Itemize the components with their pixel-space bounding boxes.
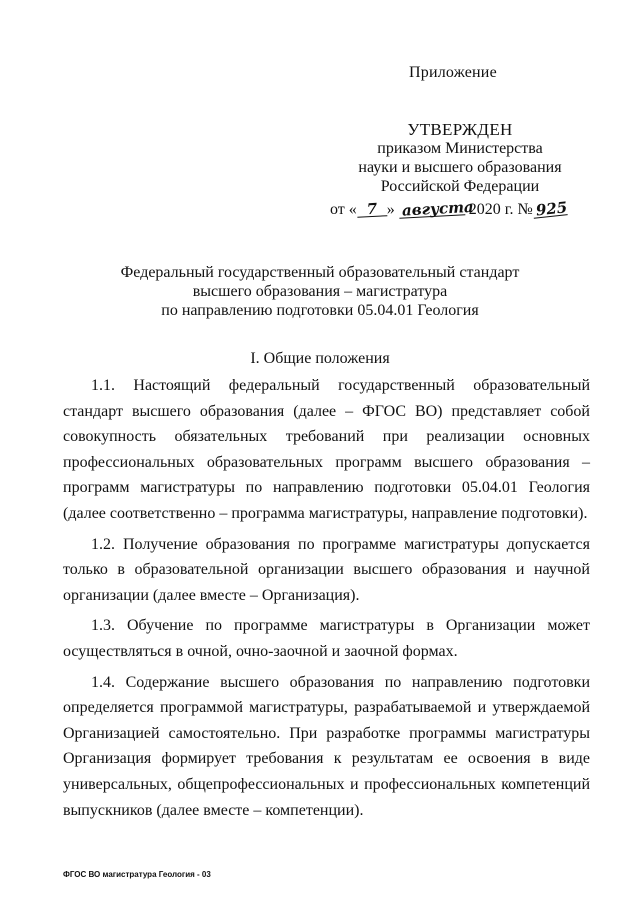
date-mid: » bbox=[386, 201, 395, 218]
paragraph-1-4: 1.4. Содержание высшего образования по направлению подготовки определяется программой магистратуры, разрабатываемой и утверждаемой Организацией самостоятельно. При разработке программы магистратуры Организация формирует требования к результатам ее освоения в виде универсальных, общепрофессиональных и профессиональных компетенций выпускников (далее вместе – компетенции). bbox=[63, 673, 590, 819]
title-line: Федеральный государственный образовательный стандарт bbox=[120, 264, 520, 281]
title-line: высшего образования – магистратура bbox=[192, 283, 448, 300]
handwritten-order-number: 925 bbox=[532, 200, 567, 218]
approval-line: науки и высшего образования bbox=[358, 159, 562, 176]
approved-heading: УТВЕРЖДЕН bbox=[407, 120, 513, 139]
page-footer: ФГОС ВО магистратура Геология - 03 bbox=[63, 870, 211, 879]
approval-line: Российской Федерации bbox=[380, 178, 540, 195]
section-heading: I. Общие положения bbox=[250, 350, 390, 367]
approval-line: приказом Министерства bbox=[377, 140, 543, 157]
paragraph-1-1: 1.1. Настоящий федеральный государственный образовательный стандарт высшего образования (далее – ФГОС ВО) представляет собой совокупность обязательных требований при реализации основных профессиональных образовательных программ высшего образования – программ магистратуры по направлению подготовки 05.04.01 Геология (далее соответственно – программа магистратуры, направление подготовки). bbox=[63, 377, 590, 522]
title-line: по направлению подготовки 05.04.01 Геология bbox=[161, 302, 479, 319]
appendix-label: Приложение bbox=[409, 64, 497, 81]
date-year: 2020 г. № bbox=[468, 201, 533, 218]
document-title bbox=[100, 263, 540, 320]
approval-block bbox=[320, 120, 600, 219]
paragraph-1-2: 1.2. Получение образования по программе магистратуры допускается только в образовательной организации высшего образования и научной организации (далее вместе – Организация). bbox=[63, 535, 590, 604]
document-body bbox=[63, 373, 590, 828]
handwritten-day: 7 bbox=[356, 201, 387, 218]
order-date-line bbox=[330, 197, 610, 220]
paragraph-1-3: 1.3. Обучение по программе магистратуры в Организации может осуществляться в очной, очно-заочной и заочной формах. bbox=[63, 617, 590, 660]
handwritten-month: августа bbox=[398, 200, 465, 218]
date-prefix: от « bbox=[330, 201, 357, 218]
